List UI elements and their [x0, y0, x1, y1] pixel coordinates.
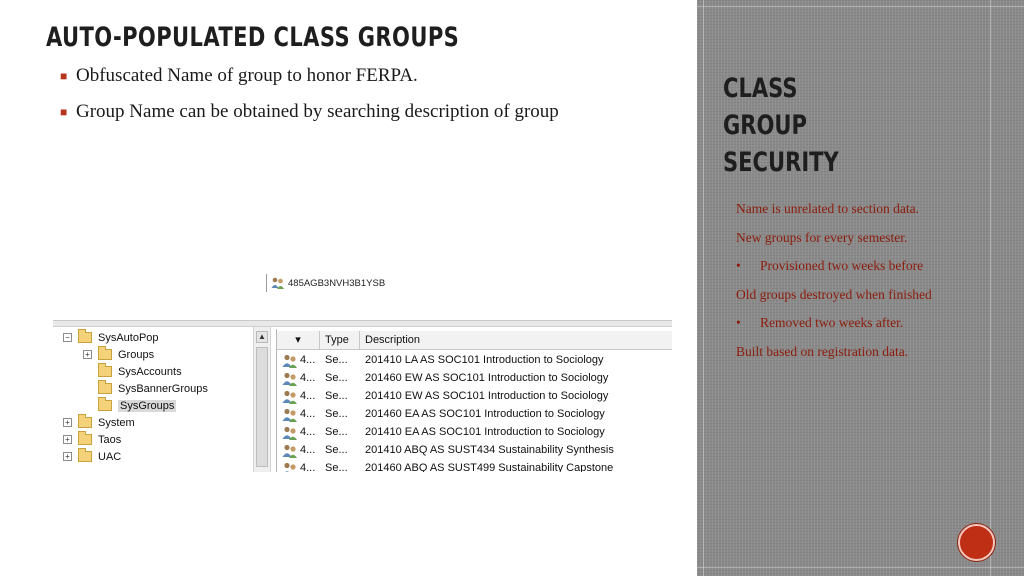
cell-description: 201410 EW AS SOC101 Introduction to Sociology [365, 390, 609, 402]
sidebar-title-line: CLASS [723, 73, 798, 104]
group-users-icon [282, 426, 298, 440]
group-users-icon [282, 462, 298, 472]
bullet-list [60, 64, 660, 136]
sidebar-subpoint [736, 257, 996, 286]
group-users-icon [282, 372, 298, 386]
square-bullet-icon: ■ [60, 69, 68, 83]
tree-node-label: Groups [118, 348, 155, 361]
tree-node-uac[interactable] [63, 448, 121, 465]
cell-name: 4... [300, 372, 316, 384]
cell-name: 4... [300, 408, 316, 420]
cell-type: Se... [325, 372, 348, 384]
sidebar-point: New groups for every semester. [736, 229, 908, 245]
folder-icon [78, 417, 92, 428]
group-users-icon [282, 354, 298, 368]
square-bullet-icon: ■ [60, 105, 68, 119]
cell-description: 201410 ABQ AS SUST434 Sustainability Synthesis [365, 444, 614, 456]
folder-icon [98, 400, 112, 411]
group-users-icon [282, 444, 298, 458]
page-number-badge [958, 524, 995, 561]
cell-description: 201460 ABQ AS SUST499 Sustainability Capstone [365, 462, 614, 472]
cell-type: Se... [325, 390, 348, 402]
table-row[interactable] [277, 460, 672, 472]
folder-icon [78, 434, 92, 445]
sidebar-subpoint-text: Provisioned two weeks before [760, 258, 924, 273]
group-users-icon [271, 277, 285, 289]
folder-icon [78, 332, 92, 343]
round-bullet-icon: • [736, 315, 741, 330]
sidebar-subpoint-text: Removed two weeks after. [760, 315, 904, 330]
tree-node-label-selected: SysGroups [120, 399, 175, 412]
cell-type: Se... [325, 408, 348, 420]
tree-node-sysbannergroups[interactable] [98, 380, 208, 397]
cell-type: Se... [325, 444, 348, 456]
tree-node-sysautopop[interactable] [63, 329, 159, 346]
bullet-text: Group Name can be obtained by searching description of group [76, 101, 559, 122]
table-row[interactable] [277, 370, 672, 388]
tree-node-groups[interactable] [83, 346, 154, 363]
tree-node-sysaccounts[interactable] [98, 363, 182, 380]
tree-node-label: Taos [98, 433, 122, 446]
sidebar-point: Built based on registration data. [736, 343, 909, 359]
tree-node-taos[interactable] [63, 431, 121, 448]
expand-icon[interactable]: + [63, 418, 72, 427]
column-header-type[interactable]: Type [319, 331, 359, 350]
tree-scrollbar[interactable] [253, 327, 271, 472]
results-list [276, 329, 672, 472]
cell-name: 4... [300, 426, 316, 438]
cell-name: 4... [300, 390, 316, 402]
cell-type: Se... [325, 354, 348, 366]
bullet-text: Obfuscated Name of group to honor FERPA. [76, 65, 418, 86]
cell-description: 201460 EA AS SOC101 Introduction to Sociology [365, 408, 605, 420]
cell-type: Se... [325, 426, 348, 438]
sidebar-point: Old groups destroyed when finished [736, 286, 932, 302]
tree-node-label: SysAutoPop [98, 331, 159, 344]
cell-name: 4... [300, 444, 316, 456]
tree-node-label: SysBannerGroups [118, 382, 208, 395]
group-name-snippet [266, 274, 385, 292]
tree-node-label: System [98, 416, 135, 429]
sidebar-subpoint [736, 314, 996, 343]
folder-icon [98, 383, 112, 394]
table-row[interactable] [277, 406, 672, 424]
slide-title: AUTO-POPULATED CLASS GROUPS [46, 22, 460, 53]
table-row[interactable] [277, 388, 672, 406]
bullet-item [60, 64, 660, 87]
cell-description: 201410 LA AS SOC101 Introduction to Sociology [365, 354, 604, 366]
expand-icon[interactable]: + [83, 350, 92, 359]
tree-pane [53, 327, 271, 472]
folder-icon [98, 349, 112, 360]
bullet-item [60, 100, 660, 123]
group-name-label: 485AGB3NVH3B1YSB [288, 277, 386, 289]
sidebar-notes [736, 200, 996, 371]
list-header [277, 331, 672, 350]
table-row[interactable] [277, 442, 672, 460]
cell-name: 4... [300, 462, 316, 472]
table-row[interactable] [277, 352, 672, 370]
table-row[interactable] [277, 424, 672, 442]
column-header-description[interactable]: Description [359, 331, 672, 350]
scroll-thumb[interactable] [256, 347, 268, 467]
sidebar-title-line: SECURITY [723, 147, 839, 178]
ad-explorer-screenshot [53, 320, 672, 472]
sidebar-title-line: GROUP [723, 110, 807, 141]
column-header-name[interactable]: ▾ [295, 334, 301, 346]
sidebar-title [723, 70, 839, 181]
cell-description: 201410 EA AS SOC101 Introduction to Sociology [365, 426, 605, 438]
tree-node-label: SysAccounts [118, 365, 182, 378]
sidebar-point: Name is unrelated to section data. [736, 201, 919, 216]
cell-description: 201460 EW AS SOC101 Introduction to Sociology [365, 372, 609, 384]
cell-type: Se... [325, 462, 348, 472]
tree-node-label: UAC [98, 450, 122, 463]
collapse-icon[interactable]: − [63, 333, 72, 342]
cell-name: 4... [300, 354, 316, 366]
group-users-icon [282, 408, 298, 422]
tree-node-system[interactable] [63, 414, 135, 431]
round-bullet-icon: • [736, 258, 741, 273]
scroll-up-icon[interactable]: ▲ [256, 331, 268, 343]
expand-icon[interactable]: + [63, 435, 72, 444]
group-users-icon [282, 390, 298, 404]
folder-icon [78, 451, 92, 462]
expand-icon[interactable]: + [63, 452, 72, 461]
tree-node-sysgroups[interactable] [98, 397, 176, 414]
folder-icon [98, 366, 112, 377]
